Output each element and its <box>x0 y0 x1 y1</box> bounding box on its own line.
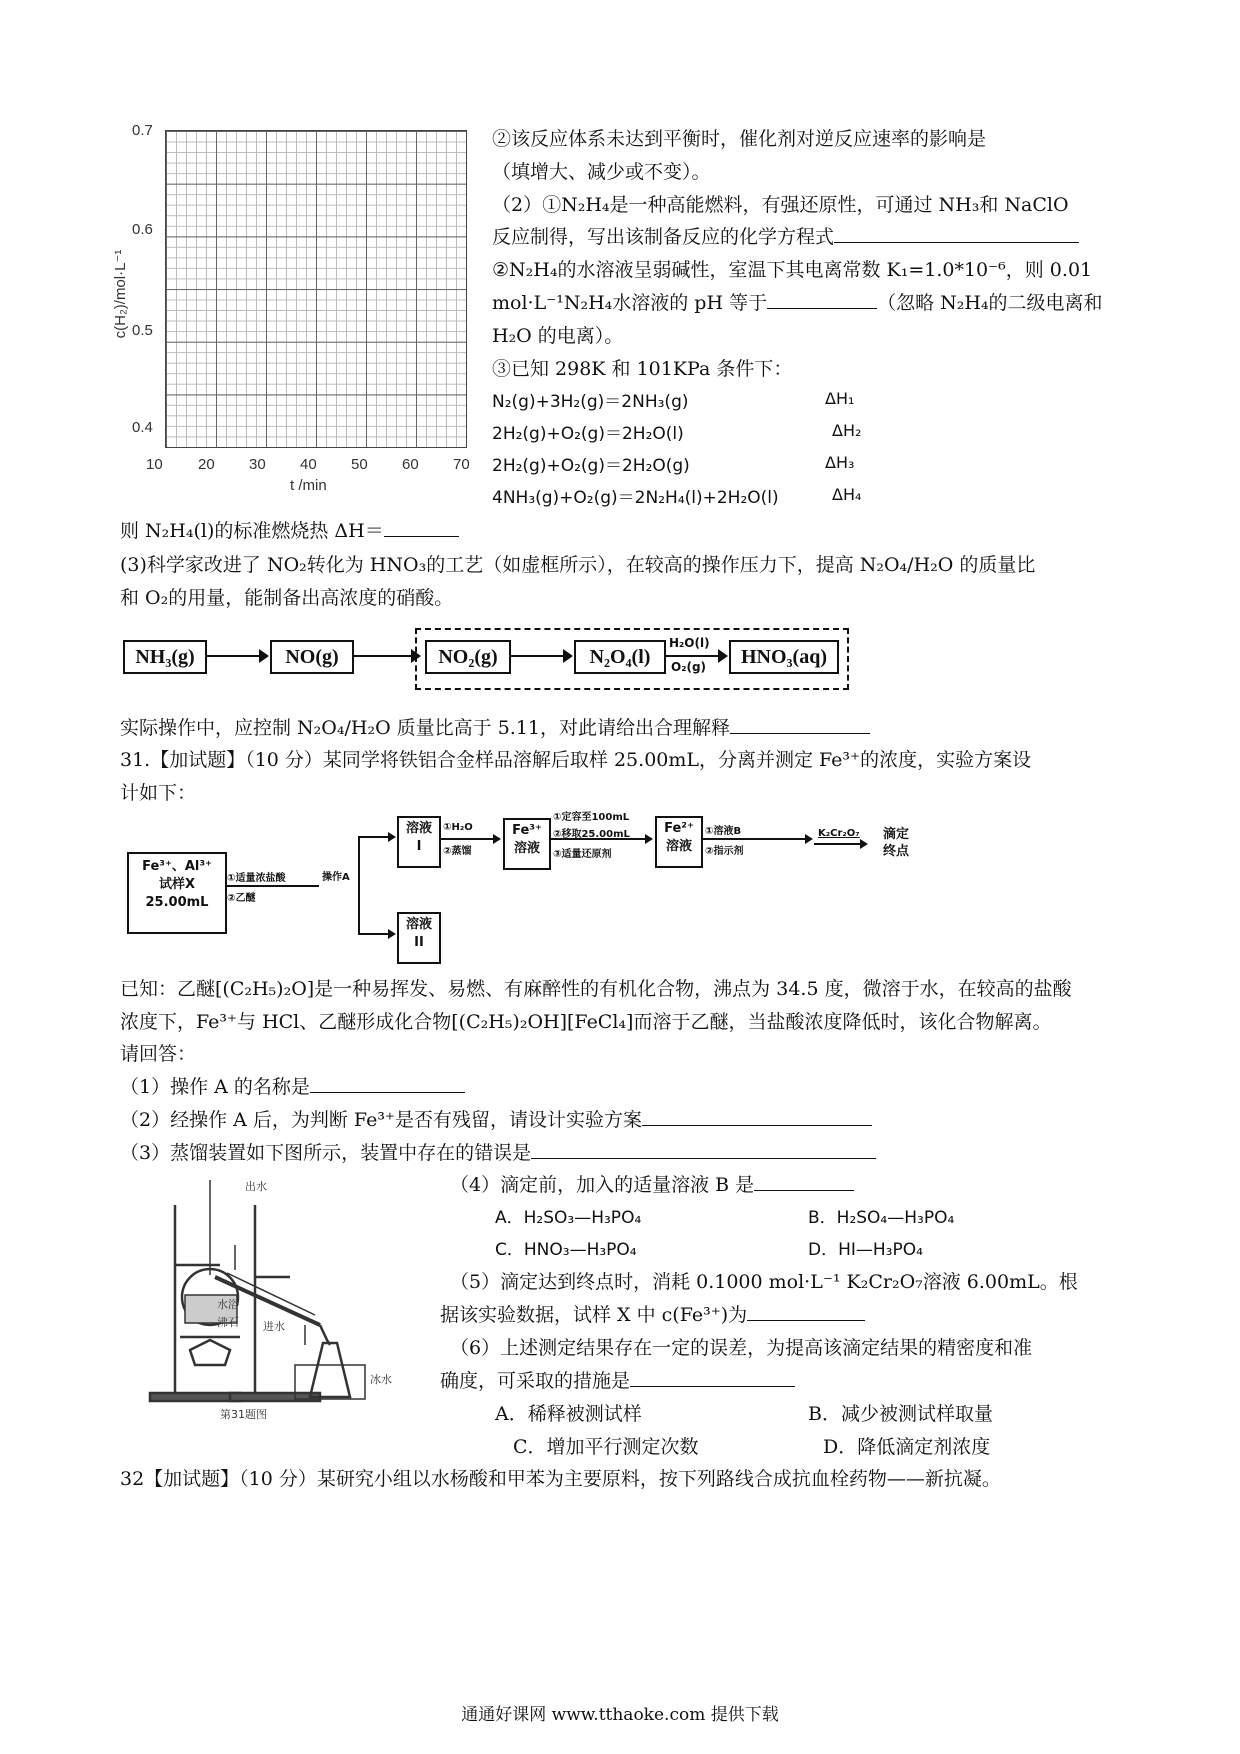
arrow-label: ②乙醚 <box>227 893 256 904</box>
text-line <box>440 1366 795 1393</box>
x-tick: 10 <box>146 456 163 473</box>
arrow-label: ①溶液B <box>705 826 742 837</box>
x-tick: 70 <box>453 456 470 473</box>
flow-box: NO₂(g) <box>425 640 511 674</box>
x-tick: 30 <box>249 456 266 473</box>
option-b[interactable]: B．H₂SO₄—H₃PO₄ <box>808 1208 955 1228</box>
flow-box: N₂O₄(l) <box>574 640 666 674</box>
text-line <box>120 713 870 740</box>
equation: 4NH₃(g)+O₂(g)＝2N₂H₄(l)+2H₂O(l) <box>492 488 779 508</box>
arrowhead <box>493 834 501 844</box>
answer-blank[interactable] <box>310 1074 465 1093</box>
arrow-label: ①适量浓盐酸 <box>227 873 286 884</box>
operation-a-label: 操作A <box>322 872 350 883</box>
flow-box: HNO₃(aq) <box>729 640 839 674</box>
arrow-label: ②蒸馏 <box>443 846 472 857</box>
arrowhead <box>388 832 396 842</box>
text-line: 已知：乙醚[(C₂H₅)₂O]是一种易挥发、易燃、有麻醉性的有机化合物，沸点为 34.5 度，微溶于水，在较高的盐酸 <box>120 978 1072 1000</box>
box-line: 溶液 <box>405 917 432 932</box>
text-segment: （3）蒸馏装置如下图所示，装置中存在的错误是 <box>120 1142 532 1164</box>
distillation-apparatus-icon <box>145 1165 435 1421</box>
arrow <box>703 838 811 840</box>
text-line <box>492 288 1103 315</box>
arrowhead <box>718 649 728 663</box>
text-line: 计如下： <box>120 782 197 804</box>
text-segment: mol·L⁻¹N₂H₄水溶液的 pH 等于 <box>492 292 768 314</box>
arrowhead <box>645 834 653 844</box>
answer-blank[interactable] <box>531 1140 876 1159</box>
box-line: Fe²⁺ <box>664 821 694 836</box>
arrow <box>352 655 417 657</box>
box-line: Fe³⁺、Al³⁺ <box>142 859 212 874</box>
arrow-label: ②移取25.00mL <box>553 829 630 840</box>
text-line: 浓度下，Fe³⁺与 HCl、乙醚形成化合物[(C₂H₅)₂OH][FeCl₄]而溶于乙醚，当盐酸浓度降低时，该化合物解离。 <box>120 1011 1052 1033</box>
x-tick: 60 <box>402 456 419 473</box>
text-line <box>440 1300 865 1327</box>
box-line: 终点 <box>883 844 910 859</box>
arrowhead <box>805 834 813 844</box>
apparatus-label: 水浴 <box>217 1298 239 1311</box>
box-line: 溶液 <box>665 839 692 854</box>
text-line: 31.【加试题】（10 分）某同学将铁铝合金样品溶解后取样 25.00mL，分离并测定 Fe³⁺的浓度，实验方案设 <box>120 749 1032 771</box>
text-segment: （4）滴定前，加入的适量溶液 B 是 <box>450 1174 755 1196</box>
solution-i-box <box>397 816 441 868</box>
option-d[interactable]: D．HI—H₃PO₄ <box>808 1240 923 1260</box>
question-4 <box>450 1170 854 1197</box>
arrow <box>205 655 265 657</box>
option-d[interactable]: D．降低滴定剂浓度 <box>823 1436 991 1458</box>
arrow <box>441 838 499 840</box>
answer-blank[interactable] <box>767 290 877 309</box>
arrowhead <box>259 649 269 663</box>
option-c[interactable]: C．HNO₃—H₃PO₄ <box>495 1240 637 1260</box>
arrow <box>509 655 569 657</box>
text-segment: 据该实验数据，试样 X 中 c(Fe³⁺)为 <box>440 1304 748 1326</box>
question-1 <box>120 1072 465 1099</box>
answer-blank[interactable] <box>747 1302 865 1321</box>
apparatus-caption: 第31题图 <box>220 1408 267 1421</box>
question-5: （5）滴定达到终点时，消耗 0.1000 mol·L⁻¹ K₂Cr₂O₇溶液 6.00mL。根 <box>450 1271 1078 1293</box>
answer-blank[interactable] <box>642 1107 872 1126</box>
answer-blank[interactable] <box>754 1172 854 1191</box>
arrow-label: ①定容至100mL <box>553 812 630 823</box>
flow-box: NO(g) <box>270 640 354 674</box>
text-line: （填增大、减少或不变）。 <box>492 161 711 183</box>
box-line: 溶液 <box>513 841 540 856</box>
text-segment: 确度，可采取的措施是 <box>440 1370 631 1392</box>
arrow-label: O₂(g) <box>671 660 707 674</box>
option-b[interactable]: B．减少被测试样取量 <box>808 1403 993 1425</box>
box-line: II <box>414 935 424 950</box>
arrow-label: ①H₂O <box>443 822 473 833</box>
text-segment: （1）操作 A 的名称是 <box>120 1076 310 1098</box>
fe3-solution-box <box>503 818 551 870</box>
box-line: 滴定 <box>883 827 910 842</box>
answer-blank[interactable] <box>834 224 1079 243</box>
apparatus-label: 沸石 <box>217 1316 239 1329</box>
text-segment: 则 N₂H₄(l)的标准燃烧热 ΔH＝ <box>120 520 384 542</box>
box-line: 25.00mL <box>145 895 209 910</box>
answer-blank[interactable] <box>730 715 870 734</box>
enthalpy-label: ΔH₄ <box>832 485 862 504</box>
option-c[interactable]: C．增加平行测定次数 <box>513 1436 699 1458</box>
arrow-label: ③适量还原剂 <box>553 849 612 860</box>
option-a[interactable]: A．H₂SO₃—H₃PO₄ <box>495 1208 642 1228</box>
text-line: 请回答： <box>120 1043 197 1065</box>
enthalpy-label: ΔH₃ <box>825 453 855 472</box>
apparatus-label: 进水 <box>263 1320 285 1333</box>
arrow-label: K₂Cr₂O₇ <box>818 828 860 839</box>
y-tick: 0.4 <box>132 419 153 436</box>
branch-line <box>358 836 360 934</box>
box-line: 试样X <box>158 877 196 892</box>
text-line: （2）①N₂H₄是一种高能燃料，有强还原性，可通过 NH₃和 NaClO <box>492 194 1069 216</box>
apparatus-label: 出水 <box>245 1180 267 1193</box>
solution-ii-box <box>397 912 441 964</box>
arrow-label: ②指示剂 <box>705 846 744 857</box>
arrowhead <box>860 839 868 849</box>
question-32: 32【加试题】（10 分）某研究小组以水杨酸和甲苯为主要原料，按下列路线合成抗血栓药物——新抗凝。 <box>120 1468 1001 1490</box>
text-segment: （忽略 N₂H₄的二级电离和 <box>877 292 1103 314</box>
y-tick: 0.5 <box>132 322 153 339</box>
x-axis-label: t /min <box>290 477 327 494</box>
enthalpy-label: ΔH₂ <box>832 421 862 440</box>
text-line: H₂O 的电离）。 <box>492 325 624 347</box>
box-line: Fe³⁺ <box>512 823 542 838</box>
question-2 <box>120 1105 872 1132</box>
fe2-solution-box <box>655 816 703 868</box>
text-segment: （2）经操作 A 后，为判断 Fe³⁺是否有残留，请设计实验方案 <box>120 1109 642 1131</box>
text-line: (3)科学家改进了 NO₂转化为 HNO₃的工艺（如虚框所示），在较高的操作压力下，提高 N₂O₄/H₂O 的质量比 <box>120 554 1036 576</box>
box-line: 溶液 <box>405 821 432 836</box>
arrow <box>664 655 724 657</box>
question-6: （6）上述测定结果存在一定的误差，为提高该滴定结果的精密度和准 <box>450 1337 1033 1359</box>
y-tick: 0.7 <box>132 122 153 139</box>
arrowhead <box>411 649 421 663</box>
option-a[interactable]: A．稀释被测试样 <box>495 1403 642 1425</box>
x-tick: 50 <box>351 456 368 473</box>
text-line: 和 O₂的用量，能制备出高浓度的硝酸。 <box>120 587 454 609</box>
equation: N₂(g)+3H₂(g)＝2NH₃(g) <box>492 392 689 412</box>
arrow-label: H₂O(l) <box>669 636 710 650</box>
question-3 <box>120 1138 876 1165</box>
arrowhead <box>388 929 396 939</box>
enthalpy-label: ΔH₁ <box>825 389 855 408</box>
sample-box <box>127 852 227 934</box>
text-segment: 反应制得，写出该制备反应的化学方程式 <box>492 226 835 248</box>
graph-grid <box>165 130 467 448</box>
answer-blank[interactable] <box>384 518 459 537</box>
answer-blank[interactable] <box>630 1368 795 1387</box>
y-axis-label: c(H₂)/mol·L⁻¹ <box>112 249 129 339</box>
apparatus-label: 冰水 <box>370 1373 392 1386</box>
arrow <box>814 843 866 845</box>
text-line <box>120 516 459 543</box>
flow-box: NH₃(g) <box>123 640 207 674</box>
text-line <box>492 222 1079 249</box>
text-line: ②该反应体系未达到平衡时，催化剂对逆反应速率的影响是 <box>492 128 987 150</box>
box-line: I <box>416 839 422 854</box>
y-tick: 0.6 <box>132 221 153 238</box>
text-line: ②N₂H₄的水溶液呈弱碱性，室温下其电离常数 K₁=1.0*10⁻⁶，则 0.01 <box>492 259 1093 281</box>
x-tick: 20 <box>198 456 215 473</box>
text-line: ③已知 298K 和 101KPa 条件下： <box>492 358 793 380</box>
x-tick: 40 <box>300 456 317 473</box>
equation: 2H₂(g)+O₂(g)＝2H₂O(l) <box>492 424 684 444</box>
equation: 2H₂(g)+O₂(g)＝2H₂O(g) <box>492 456 690 476</box>
footer: 通通好课网 www.tthaoke.com 提供下载 <box>461 1705 779 1725</box>
text-segment: 实际操作中，应控制 N₂O₄/H₂O 质量比高于 5.11，对此请给出合理解释 <box>120 717 731 739</box>
arrow <box>227 885 319 887</box>
endpoint-label <box>883 826 909 860</box>
arrowhead <box>563 649 573 663</box>
